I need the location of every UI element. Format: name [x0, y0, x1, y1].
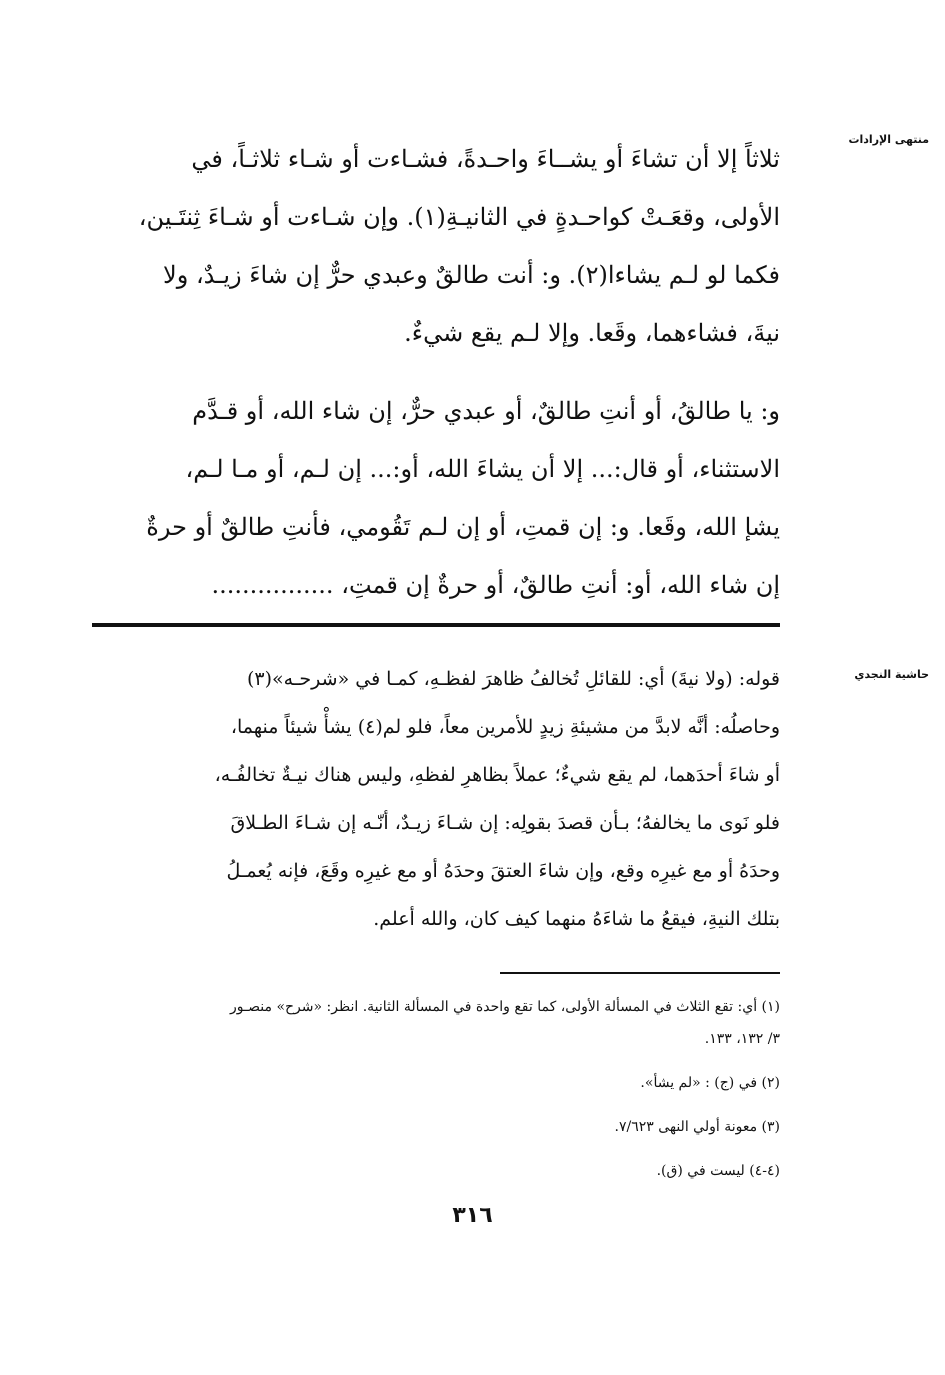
- text-line: يشإ الله، وقَعا. و: إن قمتِ، أو إن لـم تَقُومي، فأنتِ طالقٌ أو حرةٌ: [146, 513, 780, 541]
- text-line: الاستثناء، أو قال:... إلا أن يشاءَ الله، أو:... إن لـم، أو مـا لـم،: [185, 455, 780, 483]
- section-divider: [92, 623, 780, 627]
- commentary-line: بتلك النيةِ، فيقعُ ما شاءَهُ منهما كيف كان، والله أعلم.: [373, 908, 780, 930]
- text-line: نيةَ، فشاءهما، وقَعا. وإلا لـم يقع شيءٌ.: [404, 319, 780, 347]
- commentary-line: وحدَهُ أو مع غيرِه وقع، وإن شاءَ العتقَ وحدَهُ أو مع غيرِه وقَعَ، فإنه يُعمـلُ: [226, 860, 780, 882]
- page-number: ٣١٦: [452, 1203, 493, 1228]
- main-text-paragraph-2: [92, 382, 780, 614]
- commentary-line: فلو نَوى ما يخالفهُ؛ بـأن قصدَ بقولِه: إن شـاءَ زيـدٌ، أنّـه إن شـاءَ الطـلاقَ: [230, 812, 780, 834]
- footnote: (٢) في (ج) : «لم يشأ».: [640, 1075, 780, 1091]
- text-line: ثلاثاً إلا أن تشاءَ أو يشــاءَ واحـدةً، فشـاءت أو شـاء ثلاثـاً، في: [191, 145, 780, 173]
- footnote: (١) أي: تقع الثلاث في المسألة الأولى، كما تقع واحدة في المسألة الثانية. انظر: «شرح» منصـور: [230, 999, 780, 1015]
- text-line: إن شاء الله، أو: أنتِ طالقٌ، أو حرةٌ إن قمتِ، ................: [211, 571, 780, 599]
- footnotes: [92, 985, 780, 1193]
- text-line: الأولى، وقعَـتْ كواحـدةٍ في الثانيـةِ(١). وإن شـاءت أو شـاءَ ثِنتَـين،: [138, 203, 780, 231]
- book-title-side-label: منتهى الإرادات: [848, 133, 929, 146]
- commentary-line: أو شاءَ أحدَهما، لم يقع شيءٌ؛ عملاً بظاهرِ لفظهِ، وليس هناك نيـةٌ تخالفُـه،: [214, 764, 780, 786]
- commentary-line: قوله: (ولا نيةَ) أي: للقائلِ تُخالفُ ظاهرَ لفظـهِ، كمـا في «شرحـه»(٣): [246, 668, 780, 690]
- commentary-line: وحاصلُه: أنَّه لابدَّ من مشيئةِ زيدٍ للأمرين معاً، فلو لم(٤) يشأْ شيئاً منهما،: [230, 716, 780, 738]
- footnote-continuation: ٣/ ١٣٢، ١٣٣.: [704, 1031, 780, 1047]
- footnote: (٣) معونة أولي النهى ٧/٦٢٣.: [614, 1119, 780, 1135]
- commentary-title-side-label: حاشية النجدي: [854, 668, 929, 681]
- main-text-paragraph-1: [92, 130, 780, 362]
- footnote: (٤-٤) ليست في (ق).: [656, 1163, 780, 1179]
- text-line: فكما لو لـم يشاءا(٢). و: أنت طالقٌ وعبدي حرٌّ إن شاءَ زيـدٌ، ولا: [163, 261, 780, 289]
- commentary-block: [92, 655, 780, 943]
- text-line: و: يا طالقُ، أو أنتِ طالقٌ، أو عبدي حرٌّ، إن شاء الله، أو قـدَّم: [192, 397, 780, 425]
- footnote-divider: [500, 972, 780, 974]
